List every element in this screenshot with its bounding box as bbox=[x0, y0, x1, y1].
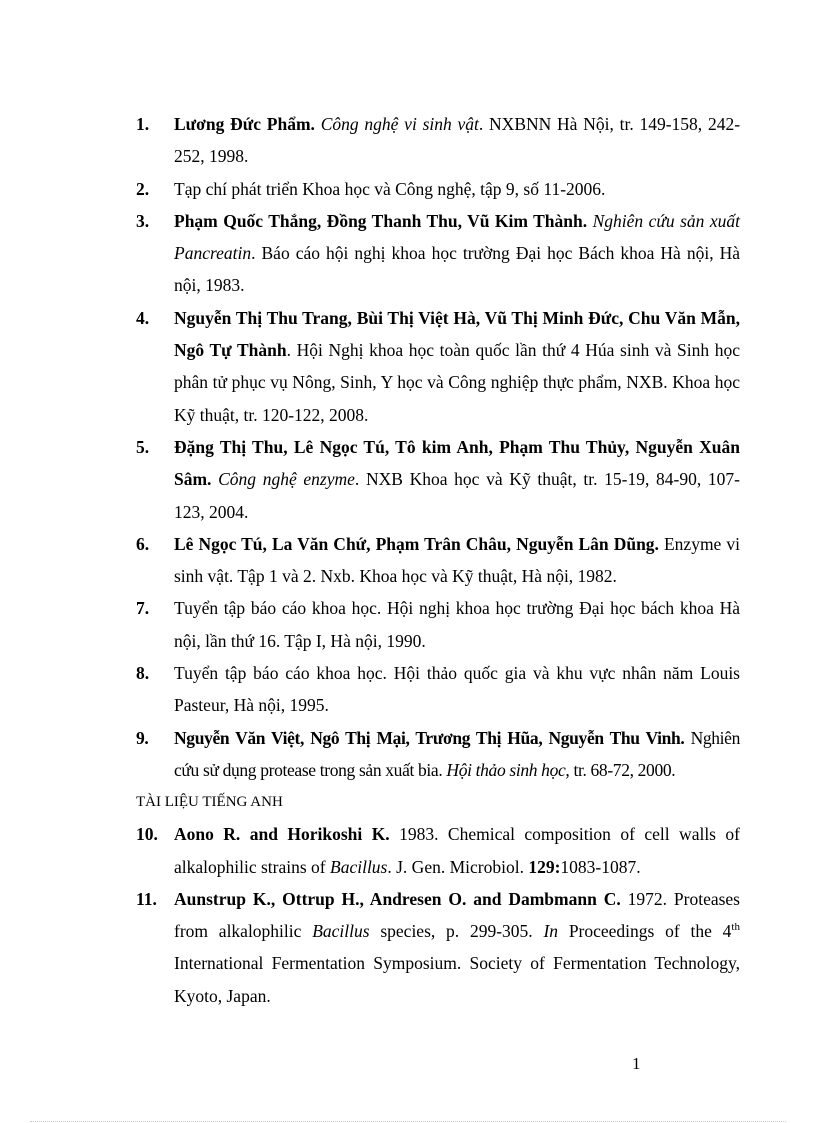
reference-item bbox=[136, 108, 740, 173]
reference-number: 1. bbox=[136, 114, 150, 134]
reference-text bbox=[174, 437, 740, 522]
reference-segment: International Fermentation Symposium. Society of Fermentation Technology, Kyoto, Japan. bbox=[174, 953, 740, 1006]
reference-segment: Nghiên cứu sản xuất Pancreatin bbox=[174, 210, 741, 264]
reference-segment: 1972. Proteases from alkalophilic bbox=[174, 888, 740, 942]
reference-segment: In bbox=[543, 921, 559, 942]
page-bottom-divider bbox=[30, 1121, 786, 1122]
reference-segment: Tuyển tập báo cáo khoa học. Hội thảo quốc gia và khu vực nhân năm Louis Pasteur, Hà nội, 1995. bbox=[174, 663, 740, 716]
reference-segment: Nguyễn Văn Việt, Ngô Thị Mại, Trương Thị Hũa, Nguyễn Thu Vinh. bbox=[174, 727, 685, 748]
reference-segment: Tạp chí phát triển Khoa học và Công nghệ, tập 9, số 11-2006. bbox=[174, 178, 606, 199]
reference-segment: Lương Đức Phẩm. bbox=[174, 114, 315, 134]
reference-item bbox=[136, 657, 740, 722]
section-heading-english-references: TÀI LIỆU TIẾNG ANH bbox=[136, 794, 283, 811]
reference-segment: . NXBNN Hà Nội, tr. 149-158, 242-252, 1998. bbox=[174, 114, 741, 167]
reference-number: 2. bbox=[136, 178, 150, 199]
reference-item bbox=[136, 592, 740, 657]
reference-segment: . NXB Khoa học và Kỹ thuật, tr. 15-19, 84-90, 107-123, 2004. bbox=[174, 469, 741, 522]
reference-number: 6. bbox=[136, 533, 150, 554]
reference-number: 5. bbox=[136, 436, 150, 457]
reference-item bbox=[136, 431, 740, 528]
reference-item bbox=[136, 722, 740, 787]
reference-text bbox=[174, 534, 740, 586]
reference-text bbox=[174, 598, 740, 650]
reference-text bbox=[174, 211, 740, 296]
reference-number: 10. bbox=[136, 824, 158, 845]
reference-item bbox=[136, 883, 740, 1012]
reference-segment: . J. Gen. Microbiol. bbox=[387, 856, 529, 877]
reference-list bbox=[136, 108, 740, 1012]
reference-segment: Bacillus bbox=[312, 921, 370, 942]
reference-segment: Đặng Thị Thu, Lê Ngọc Tú, Tô kim Anh, Phạm Thu Thủy, Nguyễn Xuân Sâm. bbox=[174, 436, 740, 490]
reference-item bbox=[136, 173, 740, 205]
reference-item bbox=[136, 302, 740, 431]
reference-text bbox=[174, 663, 740, 715]
reference-number: 11. bbox=[136, 888, 157, 909]
reference-item bbox=[136, 528, 740, 593]
page-number: 1 bbox=[632, 1054, 641, 1073]
reference-segment: Hội thảo sinh học bbox=[446, 759, 566, 780]
reference-number: 9. bbox=[136, 727, 149, 748]
reference-segment: Tuyển tập báo cáo khoa học. Hội nghị khoa học trường Đại học bách khoa Hà nội, lần thứ 16. Tập I, Hà nội, 1990. bbox=[174, 598, 740, 651]
reference-segment: . Báo cáo hội nghị khoa học trường Đại học Bách khoa Hà nội, Hà nội, 1983. bbox=[174, 243, 740, 296]
reference-segment: . Hội Nghị khoa học toàn quốc lần thứ 4 Húa sinh và Sinh học phân tử phục vụ Nông, Sinh, Y học và Công nghiệp thực phẩm, NXB. Khoa học Kỹ thuật, tr. 120-122, 2008. bbox=[174, 340, 740, 425]
reference-text bbox=[174, 889, 740, 1006]
reference-segment: 129: bbox=[528, 856, 561, 877]
reference-number: 4. bbox=[136, 307, 150, 328]
reference-segment: Lê Ngọc Tú, La Văn Chứ, Phạm Trân Châu, Nguyễn Lân Dũng. bbox=[174, 533, 659, 554]
reference-segment: Bacillus bbox=[330, 856, 388, 877]
reference-number: 3. bbox=[136, 210, 150, 231]
reference-segment: species, p. 299-305. bbox=[369, 921, 544, 942]
reference-item bbox=[136, 205, 740, 302]
reference-segment: , tr. 68-72, 2000. bbox=[565, 759, 676, 780]
reference-text bbox=[174, 824, 740, 876]
reference-text bbox=[174, 308, 740, 425]
reference-text bbox=[174, 179, 605, 199]
reference-segment: Enzyme vi sinh vật. Tập 1 và 2. Nxb. Khoa học và Kỹ thuật, Hà nội, 1982. bbox=[174, 533, 740, 587]
reference-item bbox=[136, 818, 740, 883]
reference-segment: th bbox=[731, 921, 740, 934]
english-references bbox=[136, 818, 740, 1012]
reference-segment: 1983. Chemical composition of cell walls of alkalophilic strains of bbox=[174, 824, 740, 877]
reference-segment: 1083-1087. bbox=[560, 856, 641, 877]
reference-segment: Nghiên cứu sử dụng protease trong sản xuất bia. bbox=[174, 727, 740, 780]
reference-segment: Aunstrup K., Ottrup H., Andresen O. and Dambmann C. bbox=[174, 888, 621, 909]
reference-segment: Công nghệ vi sinh vật bbox=[320, 114, 479, 134]
reference-number: 8. bbox=[136, 663, 150, 684]
reference-segment: Phạm Quốc Thắng, Đồng Thanh Thu, Vũ Kim Thành. bbox=[174, 210, 588, 231]
reference-segment: Aono R. and Horikoshi K. bbox=[174, 824, 390, 845]
reference-segment: Proceedings of the 4 bbox=[558, 921, 732, 942]
reference-text bbox=[174, 728, 740, 780]
reference-segment: Công nghệ enzyme bbox=[218, 469, 355, 490]
reference-text bbox=[174, 114, 740, 166]
reference-segment: Nguyễn Thị Thu Trang, Bùi Thị Việt Hà, Vũ Thị Minh Đức, Chu Văn Mẫn, Ngô Tự Thành bbox=[174, 307, 740, 361]
reference-number: 7. bbox=[136, 598, 150, 619]
vietnamese-references bbox=[136, 108, 740, 786]
